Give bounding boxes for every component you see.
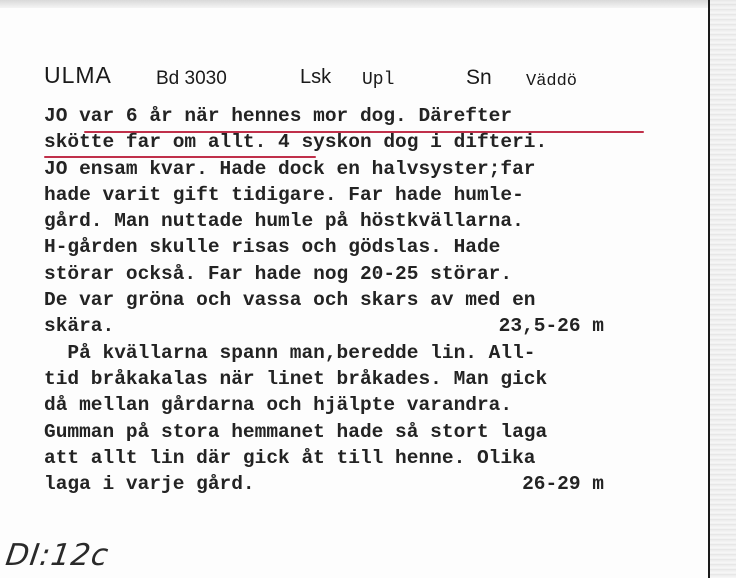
line-text: På kvällarna spann man,beredde lin. All- [44,341,536,364]
line-text: att allt lin där gick åt till henne. Olika [44,446,536,469]
text-line [44,156,664,182]
text-line [44,340,664,366]
card-right-border [708,0,710,578]
text-line [44,392,664,418]
line-text: De var gröna och vassa och skars av med en [44,289,536,312]
archive-title: ULMA [44,62,112,88]
province-label: Lsk [300,66,332,88]
text-line [44,419,664,445]
text-line [44,103,664,129]
text-line [44,129,664,155]
text-line [44,471,664,497]
parish-value: Väddö [526,72,578,91]
line-text: störar också. Far hade nog 20-25 störar. [44,262,513,285]
text-line [44,287,664,313]
line-text: hade varit gift tidigare. Far hade humle- [44,183,524,206]
line-text: JO ensam kvar. Hade dock en halvsyster;far [44,157,536,180]
text-line [44,366,664,392]
line-text: Gumman på stora hemmanet hade så stort laga [44,420,548,443]
handwritten-catalog-mark: DI:12c [3,538,112,573]
text-line [44,234,664,260]
line-text: gård. Man nuttade humle på höstkvällarna. [44,210,524,233]
measurement-note: 23,5-26 m [498,315,604,338]
card-right-edge [710,0,736,578]
text-line [44,261,664,287]
line-text: H-gården skulle risas och gödslas. Hade [44,236,501,259]
card-body-text [44,103,664,497]
text-line [44,208,664,234]
line-text: tid bråkakalas när linet bråkades. Man gick [44,367,548,390]
text-line [44,182,664,208]
text-line [44,313,664,339]
card-header [0,62,700,96]
line-text: laga i varje gård. [44,473,255,496]
line-text: då mellan gårdarna och hjälpte varandra. [44,394,513,417]
line-text: JO var 6 år när hennes mor dog. Därefter [44,105,513,127]
parish-label: Sn [466,66,492,89]
card-top-edge [0,0,736,8]
province-value: Upl [362,70,395,90]
line-text: skära. [44,315,115,338]
measurement-note: 26-29 m [522,473,604,496]
volume-number: Bd 3030 [156,68,227,89]
line-text: skötte far om allt. 4 syskon dog i difteri. [44,131,548,154]
text-line [44,445,664,471]
